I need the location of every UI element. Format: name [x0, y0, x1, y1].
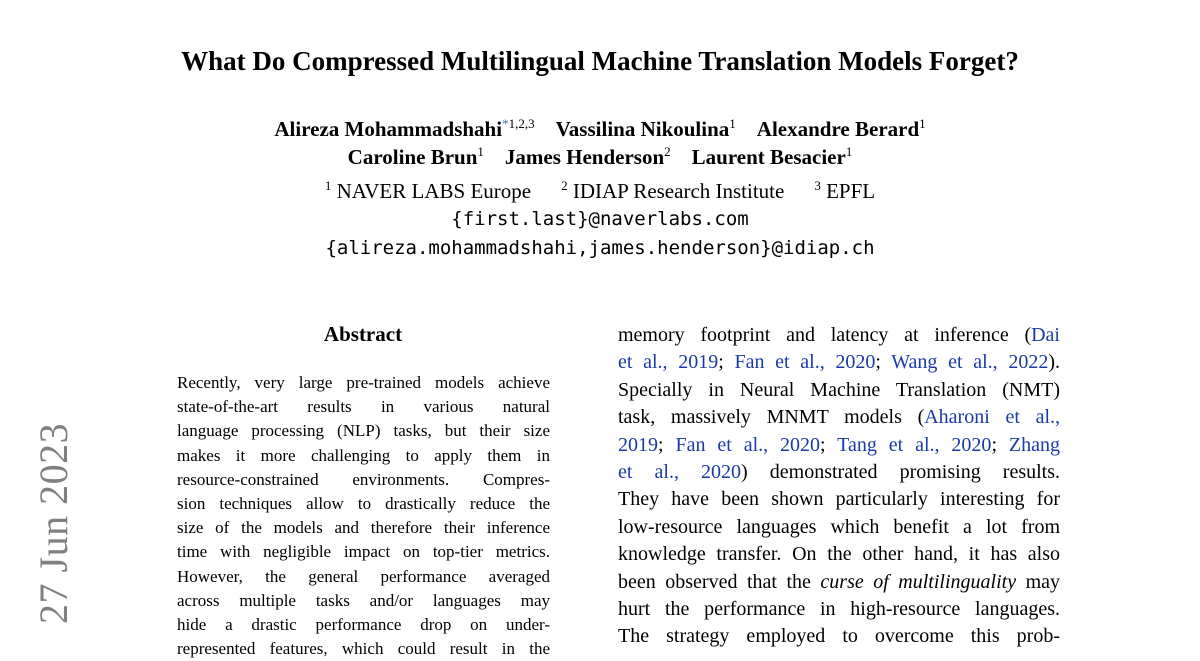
author-name: Alireza Mohammadshahi [274, 117, 503, 141]
intro-line [618, 404, 1060, 431]
intro-line [618, 596, 1060, 623]
author-name: Laurent Besacier [691, 145, 846, 169]
text-run: hurt the performance in high-resource languages. [618, 598, 1060, 621]
author-name: James Henderson [504, 145, 665, 169]
abstract-line: sion techniques allow to drastically reduce the [177, 494, 550, 514]
affiliation-name: EPFL [826, 179, 876, 203]
corresponding-star: * [502, 116, 509, 131]
citation-link[interactable]: Dai [1031, 324, 1060, 346]
citation-link[interactable]: Fan et al., 2020 [675, 433, 821, 456]
abstract-line: hide a drastic performance drop on under- [177, 615, 550, 635]
author-affiliation-mark: *1,2,3 [502, 116, 535, 131]
author-affiliation-mark: 2 [664, 144, 671, 159]
text-run: ; [991, 433, 1009, 456]
abstract-heading: Abstract [323, 322, 403, 346]
citation-link[interactable]: et al., 2019 [618, 351, 719, 374]
text-run: ) demonstrated promising results. [741, 461, 1060, 484]
citation-link[interactable]: Zhang [1008, 433, 1060, 456]
abstract-line: Recently, very large pre-trained models achieve [177, 373, 550, 392]
email-line-1: {first.last}@naverlabs.com [451, 208, 749, 230]
citation-link[interactable]: 2019 [618, 433, 658, 456]
author-name: Alexandre Berard [756, 117, 920, 141]
affiliation-number: 3 [814, 178, 821, 193]
intro-line [618, 432, 1060, 459]
text-run: low-resource languages which benefit a lot from [618, 515, 1060, 538]
text-run: memory footprint and latency at inference [618, 324, 1025, 346]
abstract-line: language processing (NLP) tasks, but their size [177, 421, 550, 441]
author-affiliation-mark: 1 [845, 144, 853, 159]
intro-line [618, 514, 1060, 541]
citation-link[interactable]: Fan et al., 2020 [734, 351, 876, 374]
affiliations [0, 178, 1200, 204]
text-run: ; [820, 433, 838, 456]
intro-line [618, 569, 1060, 596]
intro-line [618, 541, 1060, 568]
arxiv-side-stamp [26, 422, 76, 628]
author-line-2 [0, 144, 1200, 170]
author-affiliation-mark: 1 [477, 144, 484, 159]
citation-link[interactable]: Wang et al., 2022 [891, 351, 1049, 374]
abstract-line: represented features, which could result in the [177, 639, 550, 659]
paper-title: What Do Compressed Multilingual Machine Translation Models Forget? [181, 46, 1019, 76]
abstract-line: across multiple tasks and/or languages may [177, 590, 550, 610]
intro-line [618, 322, 1060, 349]
text-run: ( [1024, 324, 1032, 346]
text-run: ; [658, 433, 676, 456]
affiliation-number: 1 [324, 178, 332, 193]
text-run: may [1016, 570, 1061, 593]
email-line-2: {alireza.mohammadshahi,james.henderson}@idiap.ch [325, 237, 875, 259]
affiliation-number: 2 [561, 178, 568, 193]
author-line-1 [0, 116, 1200, 142]
arxiv-date: 27 Jun 2023 [31, 422, 76, 624]
abstract-line: makes it more challenging to apply them in [177, 445, 550, 465]
abstract-line: time with negligible impact on top-tier metrics. [177, 542, 550, 562]
intro-line [618, 349, 1060, 376]
affiliation-name: IDIAP Research Institute [572, 179, 785, 203]
abstract-body [177, 371, 550, 661]
author-name: Caroline Brun [347, 145, 478, 169]
citation-link[interactable]: Aharoni et al., [924, 406, 1060, 429]
emphasis-text: curse of multilinguality [820, 570, 1017, 593]
text-run: ; [875, 351, 892, 374]
text-run: ). [1048, 351, 1060, 374]
abstract-line: However, the general performance averaged [177, 566, 550, 586]
text-run: been observed that the [618, 570, 821, 593]
author-affiliation-mark: 1 [729, 116, 736, 131]
abstract-line: resource-constrained environments. Compres- [177, 469, 550, 489]
text-run: The strategy employed to overcome this prob- [618, 625, 1060, 648]
affiliation-name: NAVER LABS Europe [336, 179, 532, 203]
text-run: knowledge transfer. On the other hand, it has also [618, 543, 1060, 566]
intro-line [618, 377, 1060, 404]
intro-line [618, 486, 1060, 513]
author-name: Vassilina Nikoulina [555, 117, 730, 141]
text-run: Specially in Neural Machine Translation (NMT) [618, 378, 1060, 401]
abstract-line: size of the models and therefore their inference [177, 518, 550, 538]
citation-link[interactable]: Tang et al., 2020 [837, 433, 992, 456]
text-run: ; [718, 351, 735, 374]
introduction-body [618, 322, 1060, 651]
intro-line [618, 459, 1060, 486]
citation-link[interactable]: et al., 2020 [618, 461, 742, 484]
author-affiliation-mark: 1 [919, 116, 926, 131]
intro-line [618, 623, 1060, 650]
text-run: They have been shown particularly interesting for [618, 488, 1060, 511]
text-run: task, massively MNMT models ( [618, 406, 925, 429]
abstract-line: state-of-the-art results in various natural [177, 397, 550, 417]
